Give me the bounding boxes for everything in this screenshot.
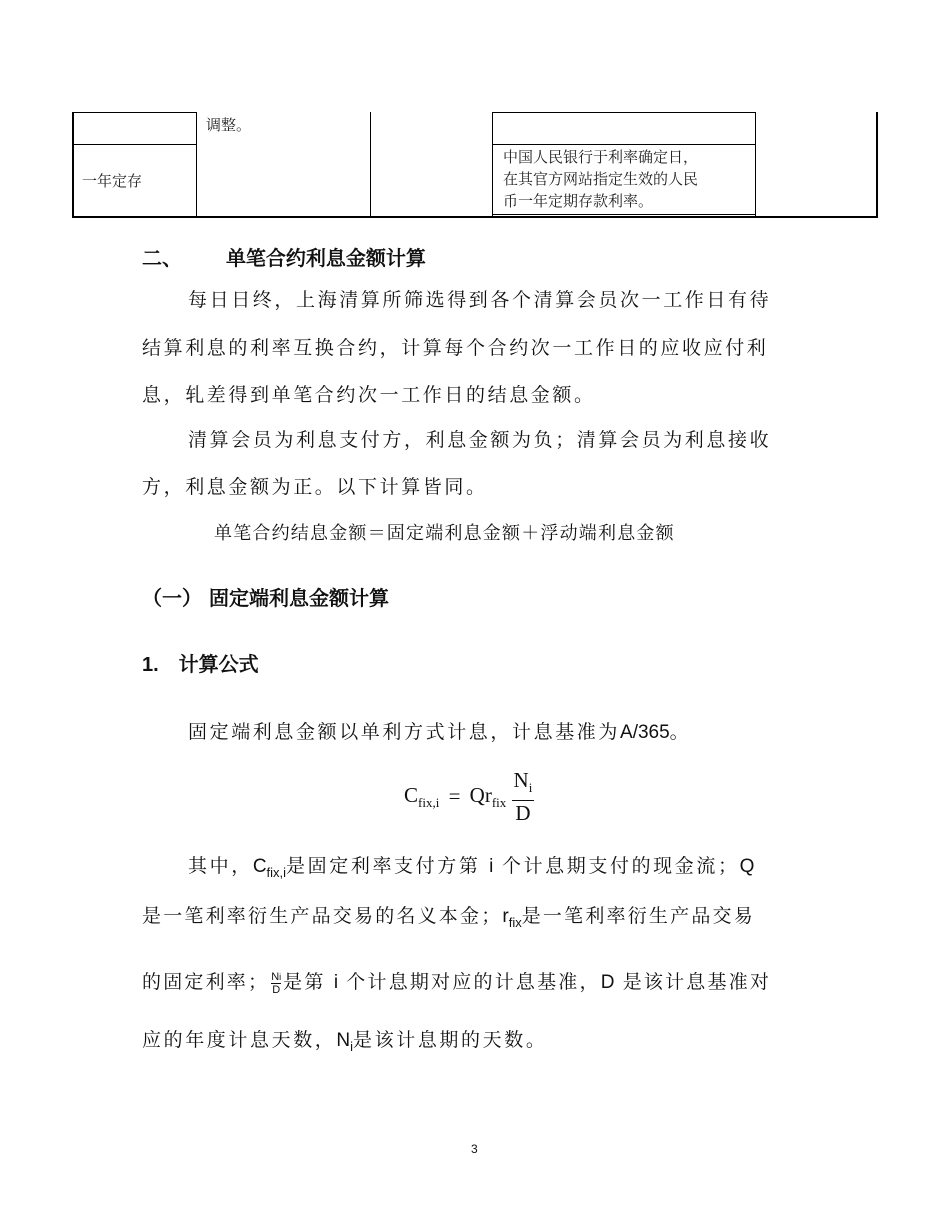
table-inner-divider [492, 144, 756, 145]
explain-l3-num-sub: i [279, 971, 282, 982]
formula-equals: = [448, 784, 461, 809]
table-col-divider-3 [492, 112, 493, 218]
explain-l4-b: 是该计息期的天数。 [353, 1029, 548, 1051]
intro-end: 。 [669, 721, 692, 743]
explain-line4 [142, 1016, 547, 1071]
table-col-divider-4 [755, 112, 756, 218]
center-formula-text: 单笔合约结息金额＝固定端利息金额＋浮动端利息金额 [214, 523, 675, 544]
explain-l1-var: C [252, 856, 267, 877]
explain-l4-var: N [336, 1030, 351, 1051]
para2-line1: 清算会员为利息支付方，利息金额为负；清算会员为利息接收 [188, 429, 772, 451]
explain-l3-a: 的固定利率； [142, 971, 270, 993]
explain-l3-i: i [333, 972, 339, 993]
formula-den: D [515, 801, 531, 826]
section-2-heading [142, 242, 426, 271]
table-cell-desc-line2: 在其官方网站指定生效的人民 [503, 170, 699, 188]
para1-line2: 结算利息的利率互换合约，计算每个合约次一工作日的应收应付利 [142, 337, 769, 359]
explain-l2-a: 是一笔利率衍生产品交易的名义本金； [142, 905, 503, 927]
table-inner-bottom [492, 214, 756, 215]
explain-l4-a: 应的年度计息天数， [142, 1029, 337, 1051]
table-inner-top [492, 112, 756, 113]
fixed-interest-formula [404, 768, 534, 825]
explain-l4-var-sub: i [350, 1038, 354, 1054]
explain-l1-b: 是固定利率支付方第 [286, 855, 481, 877]
intro-line [188, 708, 691, 757]
explain-l1-c: 个计息期支付的现金流； [501, 855, 740, 877]
explain-l3-d-var: D [600, 972, 615, 993]
explain-l1-i: i [489, 856, 494, 877]
explain-l3-num: N [271, 970, 280, 983]
rate-table-fragment [72, 112, 878, 218]
section-2-title: 单笔合约利息金额计算 [225, 246, 426, 270]
page-number: 3 [471, 1142, 478, 1156]
formula-num-sub: i [528, 780, 533, 796]
explain-line3 [142, 958, 771, 1007]
formula-rhs: Qr [469, 782, 492, 807]
explain-l1-q: Q [739, 856, 755, 877]
table-cell-desc-line3: 币一年定期存款利率。 [503, 192, 654, 210]
para2-line2: 方，利息金额为正。以下计算皆同。 [142, 476, 488, 498]
formula-rhs-sub: fix [491, 794, 507, 810]
para1-line1: 每日日终，上海清算所筛选得到各个清算会员次一工作日有待 [188, 289, 772, 311]
item-1-heading [142, 648, 259, 677]
explain-l2-b: 是一笔利率衍生产品交易 [521, 905, 755, 927]
explain-l1-var-sub: fix,i [266, 864, 287, 880]
table-cell-label-one-year: 一年定存 [82, 172, 143, 190]
formula-fraction [512, 768, 535, 825]
table-border-right [876, 112, 878, 218]
section-2-number: 二、 [142, 246, 182, 270]
explain-l3-c: 个计息期对应的计息基准， [346, 971, 601, 993]
formula-lhs-sub: fix,i [418, 794, 440, 810]
explain-l1-a: 其中， [188, 855, 253, 877]
explain-l2-var: r [502, 906, 509, 927]
explain-l3-fraction [271, 971, 281, 996]
item-1-title: 计算公式 [178, 652, 259, 676]
intro-basis: A/365 [620, 722, 670, 743]
explain-line1 [188, 842, 754, 897]
intro-text: 固定端利息金额以单利方式计息，计息基准为 [188, 721, 621, 743]
table-col-divider-2 [370, 112, 371, 218]
explain-l2-var-sub: fix [508, 914, 522, 930]
table-row1-top [72, 112, 197, 113]
table-col-divider-1 [196, 112, 197, 218]
table-border-left [72, 112, 74, 218]
explain-line2 [142, 892, 755, 947]
item-1-number: 1. [142, 654, 159, 676]
explain-l3-den: D [272, 983, 281, 996]
table-cell-adjust: 调整。 [206, 116, 252, 134]
table-border-bottom [72, 216, 878, 218]
subsection-1-heading: （一） 固定端利息金额计算 [142, 586, 389, 610]
formula-lhs: C [404, 782, 419, 807]
table-row-divider [72, 144, 197, 145]
para1-line3: 息，轧差得到单笔合约次一工作日的结息金额。 [142, 384, 596, 406]
table-cell-desc-line1: 中国人民银行于利率确定日， [503, 148, 699, 166]
explain-l3-d: 是该计息基准对 [622, 971, 772, 993]
formula-num: N [513, 768, 529, 792]
explain-l3-b: 是第 [283, 971, 326, 993]
